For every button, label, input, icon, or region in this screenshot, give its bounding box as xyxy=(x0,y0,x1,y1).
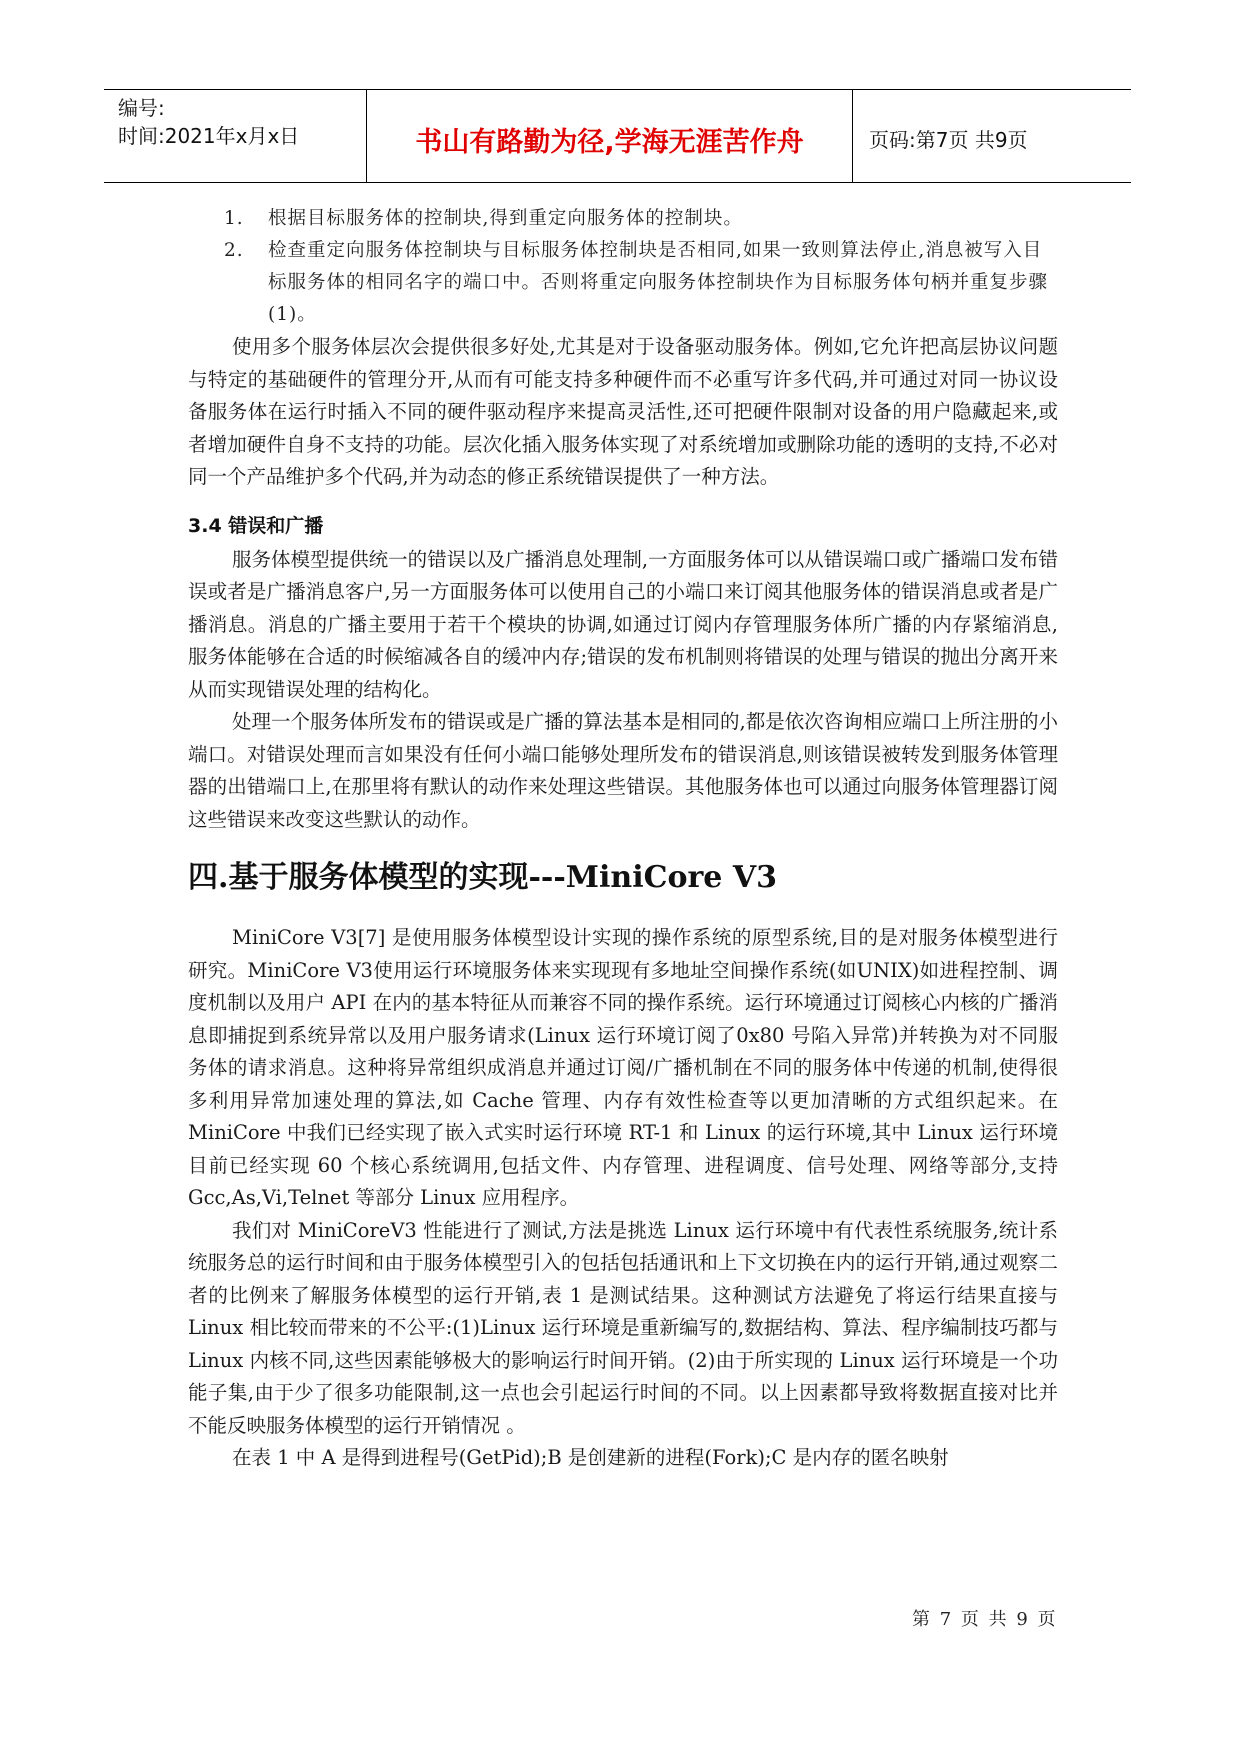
header-motto-cell xyxy=(366,90,853,182)
header-right-cell xyxy=(853,90,1131,182)
paragraph: 在表 1 中 A 是得到进程号(GetPid);B 是创建新的进程(Fork);C 是内存的匿名映射 xyxy=(232,1446,949,1469)
list-item-text: 检查重定向服务体控制块与目标服务体控制块是否相同,如果一致则算法停止,消息被写入目标服务体的相同名字的端口中。否则将重定向服务体控制块作为目标服务体句柄并重复步骤(1)。 xyxy=(268,240,1049,325)
list-item-text: 根据目标服务体的控制块,得到重定向服务体的控制块。 xyxy=(268,208,743,229)
list-item xyxy=(188,235,1058,331)
paragraph: 服务体模型提供统一的错误以及广播消息处理制,一方面服务体可以从错误端口或广播端口发布错误或者是广播消息客户,另一方面服务体可以使用自己的小端口来订阅其他服务体的错误消息或者是广播消息。消息的广播主要用于若干个模块的协调,如通过订阅内存管理服务体所广播的内存紧缩消息,服务体能够在合适的时候缩减各自的缓冲内存;错误的发布机制则将错误的处理与错误的抛出分离开来从而实现错误处理的结构化。 xyxy=(188,547,1058,701)
list-item xyxy=(188,203,1058,235)
list-item-number: 2. xyxy=(224,240,244,261)
section-heading: 3.4 错误和广播 xyxy=(188,514,324,537)
list-item-number: 1. xyxy=(224,208,244,229)
document-number-label: 编号: xyxy=(118,96,165,120)
chapter-heading: 四.基于服务体模型的实现---MiniCore V3 xyxy=(188,860,777,895)
paragraph: 使用多个服务体层次会提供很多好处,尤其是对于设备驱动服务体。例如,它允许把高层协议问题与特定的基础硬件的管理分开,从而有可能支持多种硬件而不必重写许多代码,并可通过对同一协议设备服务体在运行时插入不同的硬件驱动程序来提高灵活性,还可把硬件限制对设备的用户隐藏起来,或者增加硬件自身不支持的功能。层次化插入服务体实现了对系统增加或删除功能的透明的支持,不必对同一个产品维护多个代码,并为动态的修正系统错误提供了一种方法。 xyxy=(188,335,1058,488)
document-body xyxy=(188,203,1058,1475)
paragraph: MiniCore V3[7] 是使用服务体模型设计实现的操作系统的原型系统,目的是对服务体模型进行研究。MiniCore V3使用运行环境服务体来实现现有多地址空间操作系统(如UNIX)如进程控制、调度机制以及用户 API 在内的基本特征从而兼容不同的操作系统。运行环境通过订阅核心内核的广播消息即捕捉到系统异常以及用户服务请求(Linux 运行环境订阅了0x80 号陷入异常)并转换为对不同服务体的请求消息。这种将异常组织成消息并通过订阅/广播机制在不同的服务体中传递的机制,使得很多利用异常加速处理的算法,如 Cache 管理、内存有效性检查等以更加清晰的方式组织起来。在 MiniCore 中我们已经实现了嵌入式实时运行环境 RT-1 和 Linux 的运行环境,其中 Linux 运行环境目前已经实现 60 个核心系统调用,包括文件、内存管理、进程调度、信号处理、网络等部分,支持 Gcc,As,Vi,Telnet 等部分 Linux 应用程序。 xyxy=(188,926,1058,1209)
header-left-cell xyxy=(104,90,366,182)
page-footer: 第 7 页 共 9 页 xyxy=(912,1609,1058,1630)
paragraph: 处理一个服务体所发布的错误或是广播的算法基本是相同的,都是依次咨询相应端口上所注册的小端口。对错误处理而言如果没有任何小端口能够处理所发布的错误消息,则该错误被转发到服务体管理器的出错端口上,在那里将有默认的动作来处理这些错误。其他服务体也可以通过向服务体管理器订阅这些错误来改变这些默认的动作。 xyxy=(188,710,1058,831)
header-page-label: 页码:第7页 共9页 xyxy=(869,128,1028,152)
paragraph: 我们对 MiniCoreV3 性能进行了测试,方法是挑选 Linux 运行环境中有代表性系统服务,统计系统服务总的运行时间和由于服务体模型引入的包括包括通讯和上下文切换在内的运行开销,通过观察二者的比例来了解服务体模型的运行开销,表 1 是测试结果。这种测试方法避免了将运行结果直接与 Linux 相比较而带来的不公平:(1)Linux 运行环境是重新编写的,数据结构、算法、程序编制技巧都与 Linux 内核不同,这些因素能够极大的影响运行时间开销。(2)由于所实现的 Linux 运行环境是一个功能子集,由于少了很多功能限制,这一点也会引起运行时间的不同。以上因素都导致将数据直接对比并不能反映服务体模型的运行开销情况 。 xyxy=(188,1218,1058,1437)
header-motto: 书山有路勤为径,学海无涯苦作舟 xyxy=(415,127,804,158)
page-header xyxy=(104,89,1131,183)
document-time-label: 时间:2021年x月x日 xyxy=(118,124,300,148)
